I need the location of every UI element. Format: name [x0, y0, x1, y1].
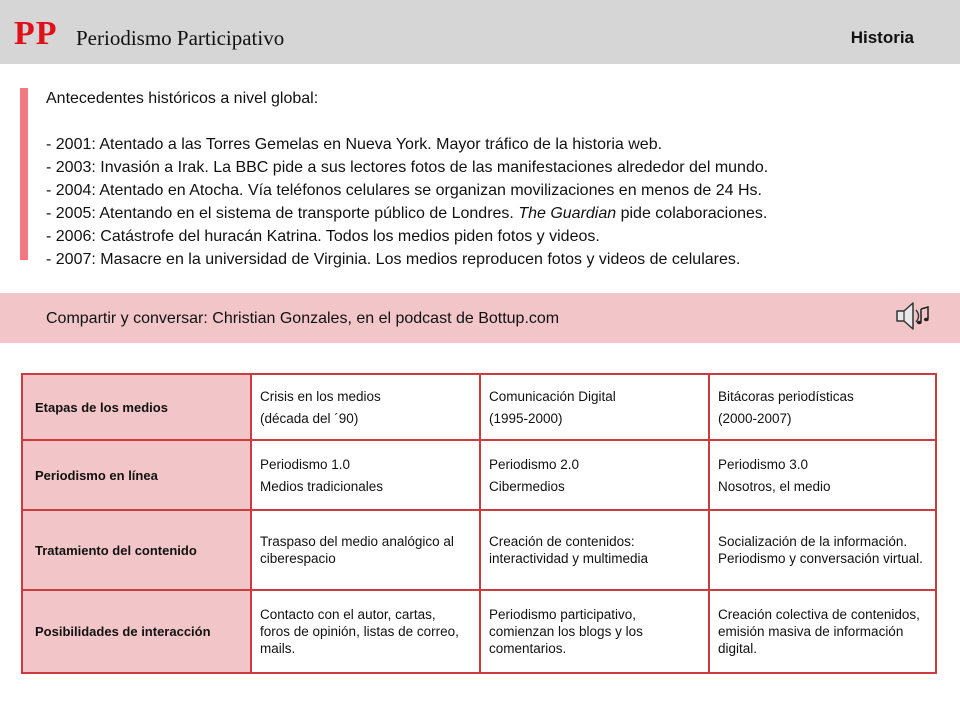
- row-label: Tratamiento del contenido: [22, 510, 251, 590]
- cell-line: Periodismo 3.0: [718, 456, 809, 472]
- header-bar: [0, 0, 960, 64]
- table-row: [22, 374, 936, 440]
- cell-line: (década del ´90): [260, 410, 359, 426]
- history-item: - 2006: Catástrofe del huracán Katrina. Todos los medios piden fotos y videos.: [46, 228, 600, 245]
- history-heading: Antecedentes históricos a nivel global:: [46, 90, 319, 107]
- history-list: [46, 87, 946, 271]
- history-item-text: - 2005: Atentando en el sistema de transporte público de Londres.: [46, 205, 519, 222]
- cell-line: Medios tradicionales: [260, 478, 384, 494]
- table-row: [22, 440, 936, 510]
- history-item-emphasis: The Guardian: [518, 205, 617, 222]
- table-row: [22, 590, 936, 673]
- table-cell: Periodismo participativo, comienzan los blogs y los comentarios.: [480, 590, 709, 673]
- table-cell: Creación colectiva de contenidos, emisión masiva de información digital.: [709, 590, 936, 673]
- podcast-band: [0, 293, 960, 343]
- table-cell: [480, 374, 709, 440]
- cell-line: Nosotros, el medio: [718, 478, 831, 494]
- table-cell: [709, 440, 936, 510]
- section-title: Historia: [850, 28, 914, 47]
- cell-line: Cibermedios: [489, 478, 565, 494]
- history-item: - 2007: Masacre en la universidad de Virginia. Los medios reproducen fotos y videos de celulares.: [46, 251, 741, 268]
- cell-line: (2000-2007): [718, 410, 792, 426]
- table-cell: [709, 374, 936, 440]
- history-item: - 2001: Atentado a las Torres Gemelas en Nueva York. Mayor tráfico de la historia web.: [46, 136, 663, 153]
- table-cell: [251, 440, 480, 510]
- table-cell: Contacto con el autor, cartas, foros de opinión, listas de correo, mails.: [251, 590, 480, 673]
- history-item: - 2004: Atentado en Atocha. Vía teléfonos celulares se organizan movilizaciones en menos de 24 Hs.: [46, 182, 762, 199]
- row-label: Etapas de los medios: [22, 374, 251, 440]
- cell-line: Comunicación Digital: [489, 388, 616, 404]
- table-cell: [251, 374, 480, 440]
- logo: PP: [14, 15, 58, 52]
- podcast-text: Compartir y conversar: Christian Gonzales, en el podcast de Bottup.com: [46, 310, 560, 327]
- table-cell: Traspaso del medio analógico al ciberespacio: [251, 510, 480, 590]
- history-item: [46, 202, 946, 225]
- speaker-music-icon[interactable]: [892, 296, 932, 336]
- table-row: [22, 510, 936, 590]
- table-cell: Socialización de la información. Periodismo y conversación virtual.: [709, 510, 936, 590]
- cell-line: Bitácoras periodísticas: [718, 388, 854, 404]
- history-item: - 2003: Invasión a Irak. La BBC pide a sus lectores fotos de las manifestaciones alrededor del mundo.: [46, 159, 769, 176]
- row-label: Periodismo en línea: [22, 440, 251, 510]
- cell-line: (1995-2000): [489, 410, 563, 426]
- table-cell: Creación de contenidos: interactividad y multimedia: [480, 510, 709, 590]
- history-item-text: pide colaboraciones.: [616, 205, 768, 222]
- cell-line: Periodismo 2.0: [489, 456, 580, 472]
- media-stages-table: [21, 373, 937, 674]
- brand-title: Periodismo Participativo: [76, 26, 285, 50]
- table-cell: [480, 440, 709, 510]
- cell-line: Crisis en los medios: [260, 388, 381, 404]
- accent-bar: [20, 88, 28, 260]
- cell-line: Periodismo 1.0: [260, 456, 351, 472]
- row-label: Posibilidades de interacción: [22, 590, 251, 673]
